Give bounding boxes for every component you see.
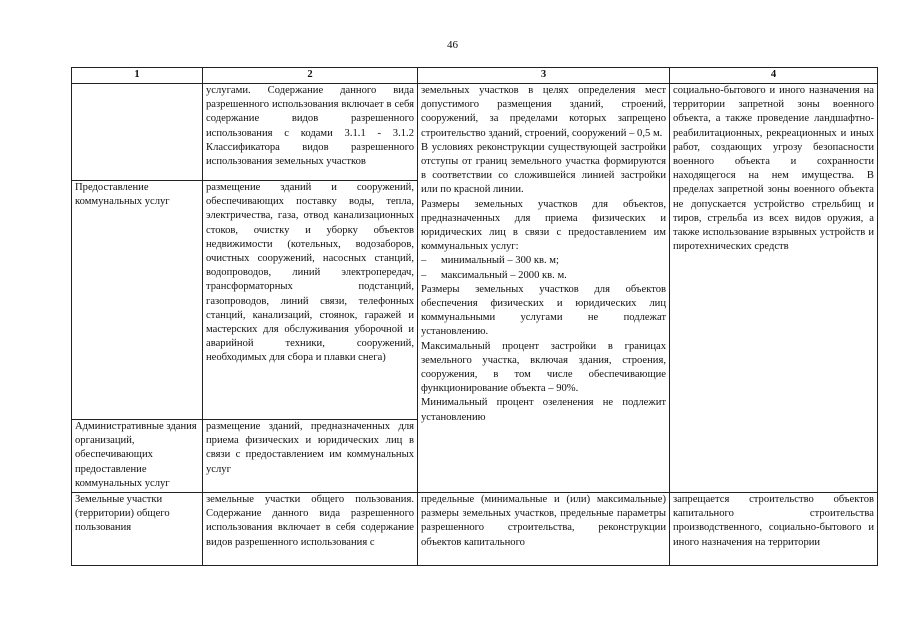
parameters-cell: предельные (минимальные и (или) максимальные) размеры земельных участков, предельные параметры разрешенного строительства, реконструкции объектов капитального (418, 493, 670, 566)
use-description-cell: земельные участки общего пользования. Содержание данного вида разрешенного использования включает в себя содержание видов разрешенного использования с (203, 493, 418, 566)
land-use-regulations-table (71, 67, 878, 566)
use-description-cell: размещение зданий, предназначенных для приема физических и юридических лиц в связи с предоставлением им коммунальных услуг (203, 420, 418, 493)
use-name-cell: Административные здания организаций, обеспечивающих предоставление коммунальных услуг (72, 420, 203, 493)
restrictions-cell: запрещается строительство объектов капитального строительства производственного, социально-бытового и иного назначения на территории (670, 493, 878, 566)
bullet-mark: – (421, 255, 427, 267)
parameters-paragraph: земельных участков в целях определения мест допустимого размещения зданий, строений, сооружений, за пределами которых запрещено строительство зданий, строений, сооружений – 0,5 м. (421, 85, 666, 139)
parameters-paragraph: Минимальный процент озеленения не подлежит установлению (421, 397, 666, 423)
column-header-3: 3 (418, 68, 670, 84)
parameters-cell (418, 84, 670, 493)
parameters-bullet (421, 254, 666, 268)
bullet-mark: – (421, 269, 427, 281)
use-name-cell (72, 84, 203, 181)
parameters-paragraph: Размеры земельных участков для объектов обеспечения физических и юридических лиц коммунальными услугами не подлежат установлению. (421, 283, 666, 338)
restrictions-cell: социально-бытового и иного назначения на территории запретной зоны военного объекта, а также проведение ландшафтно-реабилитационных, рекреационных и иных работ, создающих угрозу безопасности военного объекта и сохранности находящегося на нем имущества. В пределах запретной зоны военного объекта не допускается устройство стрельбищ и тиров, стрельба из всех видов оружия, а также использование взрывных устройств и пиротехнических средств (670, 84, 878, 493)
use-description-cell: размещение зданий и сооружений, обеспечивающих поставку воды, тепла, электричества, газа, отвод канализационных стоков, очистку и уборку объектов недвижимости (котельных, водозаборов, очистных сооружений, насосных станций, водопроводов, линий электропередач, трансформаторных подстанций, газопроводов, линий связи, телефонных станций, канализаций, стоянок, гаражей и мастерских для обслуживания уборочной и аварийной техники, сооружений, необходимых для сбора и плавки снега) (203, 181, 418, 420)
parameters-bullet (421, 269, 666, 283)
column-header-1: 1 (72, 68, 203, 84)
table-header-row (72, 68, 878, 84)
table-row (72, 84, 878, 181)
bullet-text: максимальный – 2000 кв. м. (441, 269, 567, 281)
column-header-2: 2 (203, 68, 418, 84)
parameters-paragraph: В условиях реконструкции существующей застройки отступы от границ земельного участка формируются в соответствии со сложившейся линией застройки или по красной линии. (421, 141, 666, 196)
page-number: 46 (447, 39, 458, 51)
column-header-4: 4 (670, 68, 878, 84)
parameters-paragraph: Размеры земельных участков для объектов, предназначенных для приема физических и юридических лиц в связи с предоставлением им коммунальных услуг: (421, 198, 666, 253)
parameters-paragraph: Максимальный процент застройки в границах земельного участка, включая здания, строения, сооружения, в том числе обеспечивающие функционирование объекта – 90%. (421, 340, 666, 395)
use-name-cell: Земельные участки (территории) общего пользования (72, 493, 203, 566)
table-row (72, 493, 878, 566)
use-name-cell: Предоставление коммунальных услуг (72, 181, 203, 420)
bullet-text: минимальный – 300 кв. м; (441, 255, 559, 267)
use-description-cell: услугами. Содержание данного вида разрешенного использования включает в себя содержание видов разрешенного использования с кодами 3.1.1 - 3.1.2 Классификатора видов разрешенного использования земельных участков (203, 84, 418, 181)
